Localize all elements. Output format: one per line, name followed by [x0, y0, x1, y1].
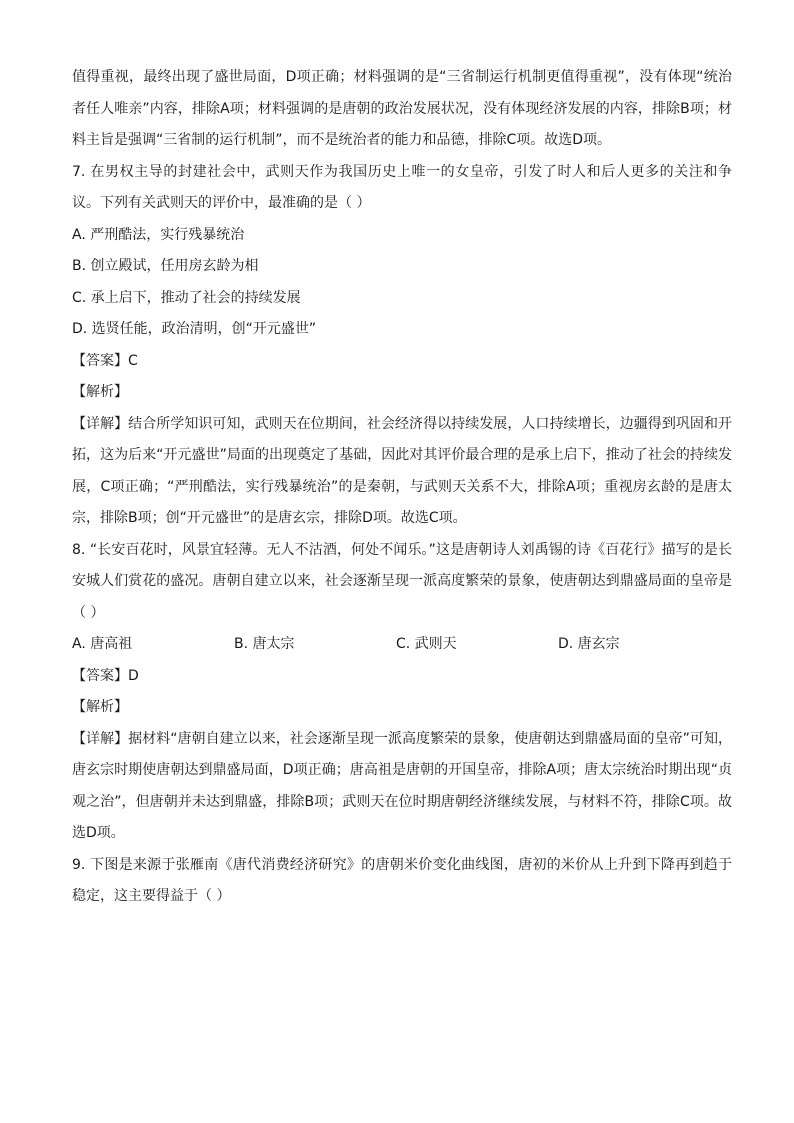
question-7-stem: 7. 在男权主导的封建社会中，武则天作为我国历史上唯一的女皇帝，引发了时人和后人更多的关注和争议。下列有关武则天的评价中，最准确的是（ ）	[72, 163, 732, 211]
question-7-option-b: B. 创立殿试，任用房玄龄为相	[72, 258, 259, 274]
question-8-option-a: A. 唐高祖	[72, 636, 133, 652]
question-7-option-d: D. 选贤任能，政治清明，创“开元盛世”	[72, 321, 317, 337]
question-7-detail: 【详解】结合所学知识可知，武则天在位期间，社会经济得以持续发展，人口持续增长，边疆得到巩固和开拓，这为后来“开元盛世”局面的出现奠定了基础，因此对其评价最合理的是承上启下，推动了社会的持续发展，C项正确；“严刑酷法，实行残暴统治”的是秦朝，与武则天关系不大，排除A项；重视房玄龄的是唐太宗，排除B项；创“开元盛世”的是唐玄宗，排除D项。故选C项。	[72, 415, 732, 526]
question-8-answer: 【答案】D	[72, 667, 139, 684]
question-8-options	[72, 629, 732, 661]
question-9-stem: 9. 下图是来源于张雁南《唐代消费经济研究》的唐朝米价变化曲线图，唐初的米价从上升到下降再到趋于稳定，这主要得益于（ ）	[72, 856, 732, 904]
question-7-answer: 【答案】C	[72, 352, 138, 369]
question-7-option-a: A. 严刑酷法，实行残暴统治	[72, 226, 245, 243]
question-8-stem: 8. “长安百花时，风景宜轻薄。无人不沽酒，何处不闻乐。”这是唐朝诗人刘禹锡的诗《百花行》描写的是长安城人们赏花的盛况。唐朝自建立以来，社会逐渐呈现一派高度繁荣的景象，使唐朝达到鼎盛局面的皇帝是（ ）	[72, 541, 732, 621]
question-8-option-c: C. 武则天	[396, 636, 457, 652]
question-8-option-b: B. 唐太宗	[234, 636, 295, 652]
question-7-analysis-label: 【解析】	[72, 384, 128, 400]
previous-explanation-paragraph: 值得重视，最终出现了盛世局面，D项正确；材料强调的是“三省制运行机制更值得重视”，没有体现“统治者任人唯亲”内容，排除A项；材料强调的是唐朝的政治发展状况，没有体现经济发展的内容，排除B项；材料主旨是强调“三省制的运行机制”，而不是统治者的能力和品德，排除C项。故选D项。	[72, 69, 732, 148]
document-page	[72, 62, 732, 913]
question-8-option-d: D. 唐玄宗	[558, 636, 620, 652]
question-8-detail: 【详解】据材料“唐朝自建立以来，社会逐渐呈现一派高度繁荣的景象，使唐朝达到鼎盛局面的皇帝”可知，唐玄宗时期使唐朝达到鼎盛局面，D项正确；唐高祖是唐朝的开国皇帝，排除A项；唐太宗统治时期出现“贞观之治”，但唐朝并未达到鼎盛，排除B项；武则天在位时期唐朝经济继续发展，与材料不符，排除C项。故选D项。	[72, 730, 732, 841]
question-8-analysis-label: 【解析】	[72, 699, 128, 715]
question-7-option-c: C. 承上启下，推动了社会的持续发展	[72, 289, 301, 306]
